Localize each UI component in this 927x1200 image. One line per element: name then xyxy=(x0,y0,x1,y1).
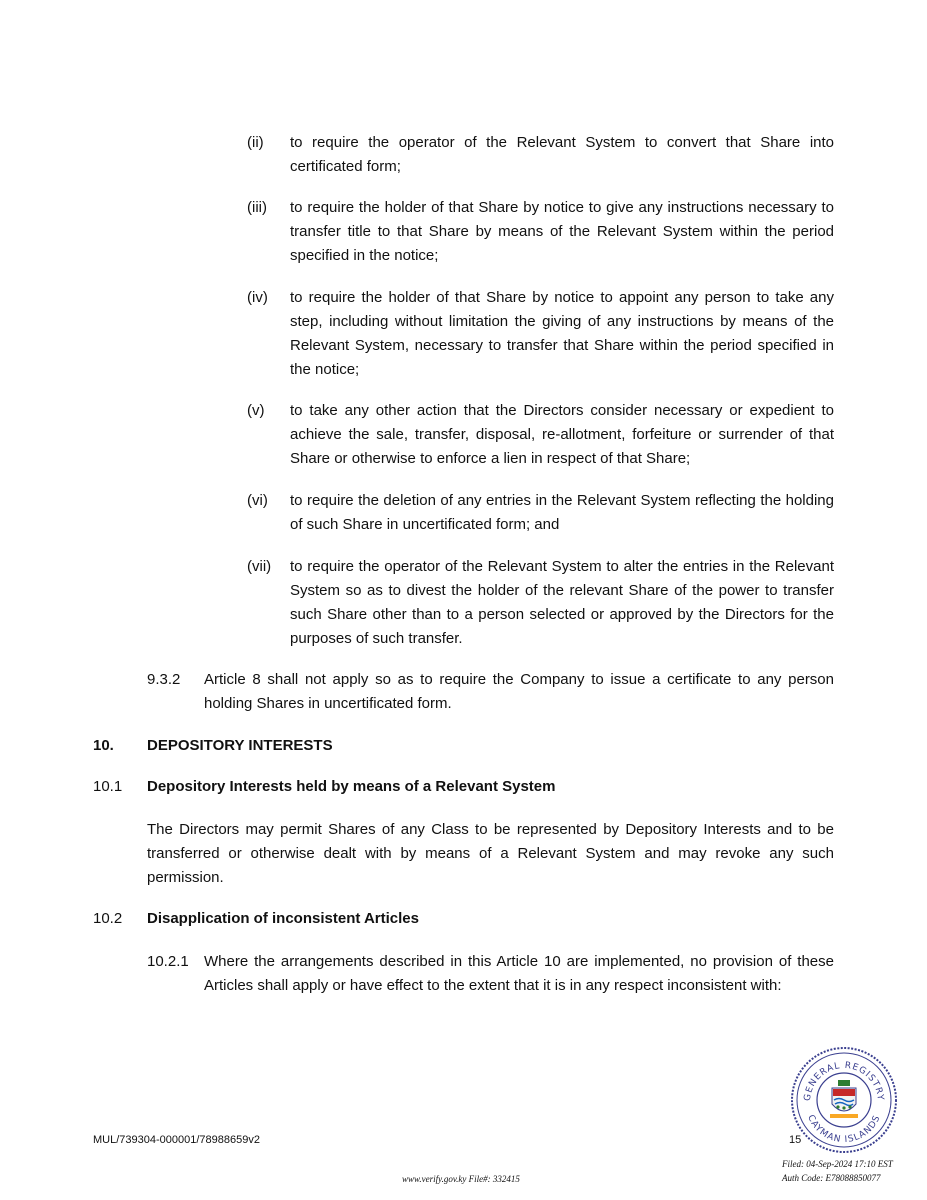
seal-bottom-text: CAYMAN ISLANDS xyxy=(805,1113,883,1146)
clause-number: 9.3.2 xyxy=(147,671,181,688)
subitem-text: to require the deletion of any entries in the Relevant System reflecting the holding of such Share in uncertificated form; and xyxy=(290,492,834,533)
subitem-label: (ii) xyxy=(247,134,264,151)
section-number: 10. xyxy=(93,737,114,754)
clause-heading: Depository Interests held by means of a Relevant System xyxy=(147,778,556,795)
subitem-label: (vi) xyxy=(247,492,268,509)
auth-code: Auth Code: E78088850077 xyxy=(782,1173,881,1183)
subitem-text: to require the operator of the Relevant System to alter the entries in the Relevant System so as to divest the holder of the relevant Share of the power to transfer such Share other than to a person selected or approved by the Directors for the purposes of such transfer. xyxy=(290,558,834,647)
clause-text: The Directors may permit Shares of any Class to be represented by Depository Interests and to be transferred or otherwise dealt with by means of a Relevant System and may revoke any such permission. xyxy=(147,821,834,886)
clause-text: Where the arrangements described in this Article 10 are implemented, no provision of these Articles shall apply or have effect to the extent that it is in any respect inconsistent with: xyxy=(204,953,834,994)
subitem-text: to require the holder of that Share by notice to give any instructions necessary to transfer title to that Share by means of the Relevant System within the period specified in the notice; xyxy=(290,199,834,264)
subitem-text: to take any other action that the Directors consider necessary or expedient to achieve the sale, transfer, disposal, re-allotment, forfeiture or surrender of that Share or otherwise to enforce a lien in respect of that Share; xyxy=(290,402,834,467)
seal-top-text: GENERAL REGISTRY xyxy=(802,1060,886,1102)
page-number: 15 xyxy=(789,1134,802,1146)
subitem-label: (v) xyxy=(247,402,265,419)
subitem-text: to require the operator of the Relevant System to convert that Share into certificated form; xyxy=(290,134,834,175)
subitem-label: (iv) xyxy=(247,289,268,306)
subitem-label: (vii) xyxy=(247,558,272,575)
section-title: DEPOSITORY INTERESTS xyxy=(147,737,333,754)
clause-text: Article 8 shall not apply so as to require the Company to issue a certificate to any person holding Shares in uncertificated form. xyxy=(204,671,834,712)
clause-number: 10.2.1 xyxy=(147,953,189,970)
clause-number: 10.1 xyxy=(93,778,123,795)
filed-timestamp: Filed: 04-Sep-2024 17:10 EST xyxy=(782,1159,893,1169)
subitem-text: to require the holder of that Share by notice to appoint any person to take any step, including without limitation the giving of any instructions by means of the Relevant System, necessary to transfer that Share within the period specified in the notice; xyxy=(290,289,834,378)
verify-url: www.verify.gov.ky File#: 332415 xyxy=(402,1174,520,1184)
document-reference: MUL/739304-000001/78988659v2 xyxy=(93,1134,260,1146)
general-registry-seal xyxy=(790,1046,898,1154)
clause-number: 10.2 xyxy=(93,910,123,927)
coat-of-arms-icon xyxy=(830,1080,858,1118)
clause-heading: Disapplication of inconsistent Articles xyxy=(147,910,419,927)
subitem-label: (iii) xyxy=(247,199,267,216)
